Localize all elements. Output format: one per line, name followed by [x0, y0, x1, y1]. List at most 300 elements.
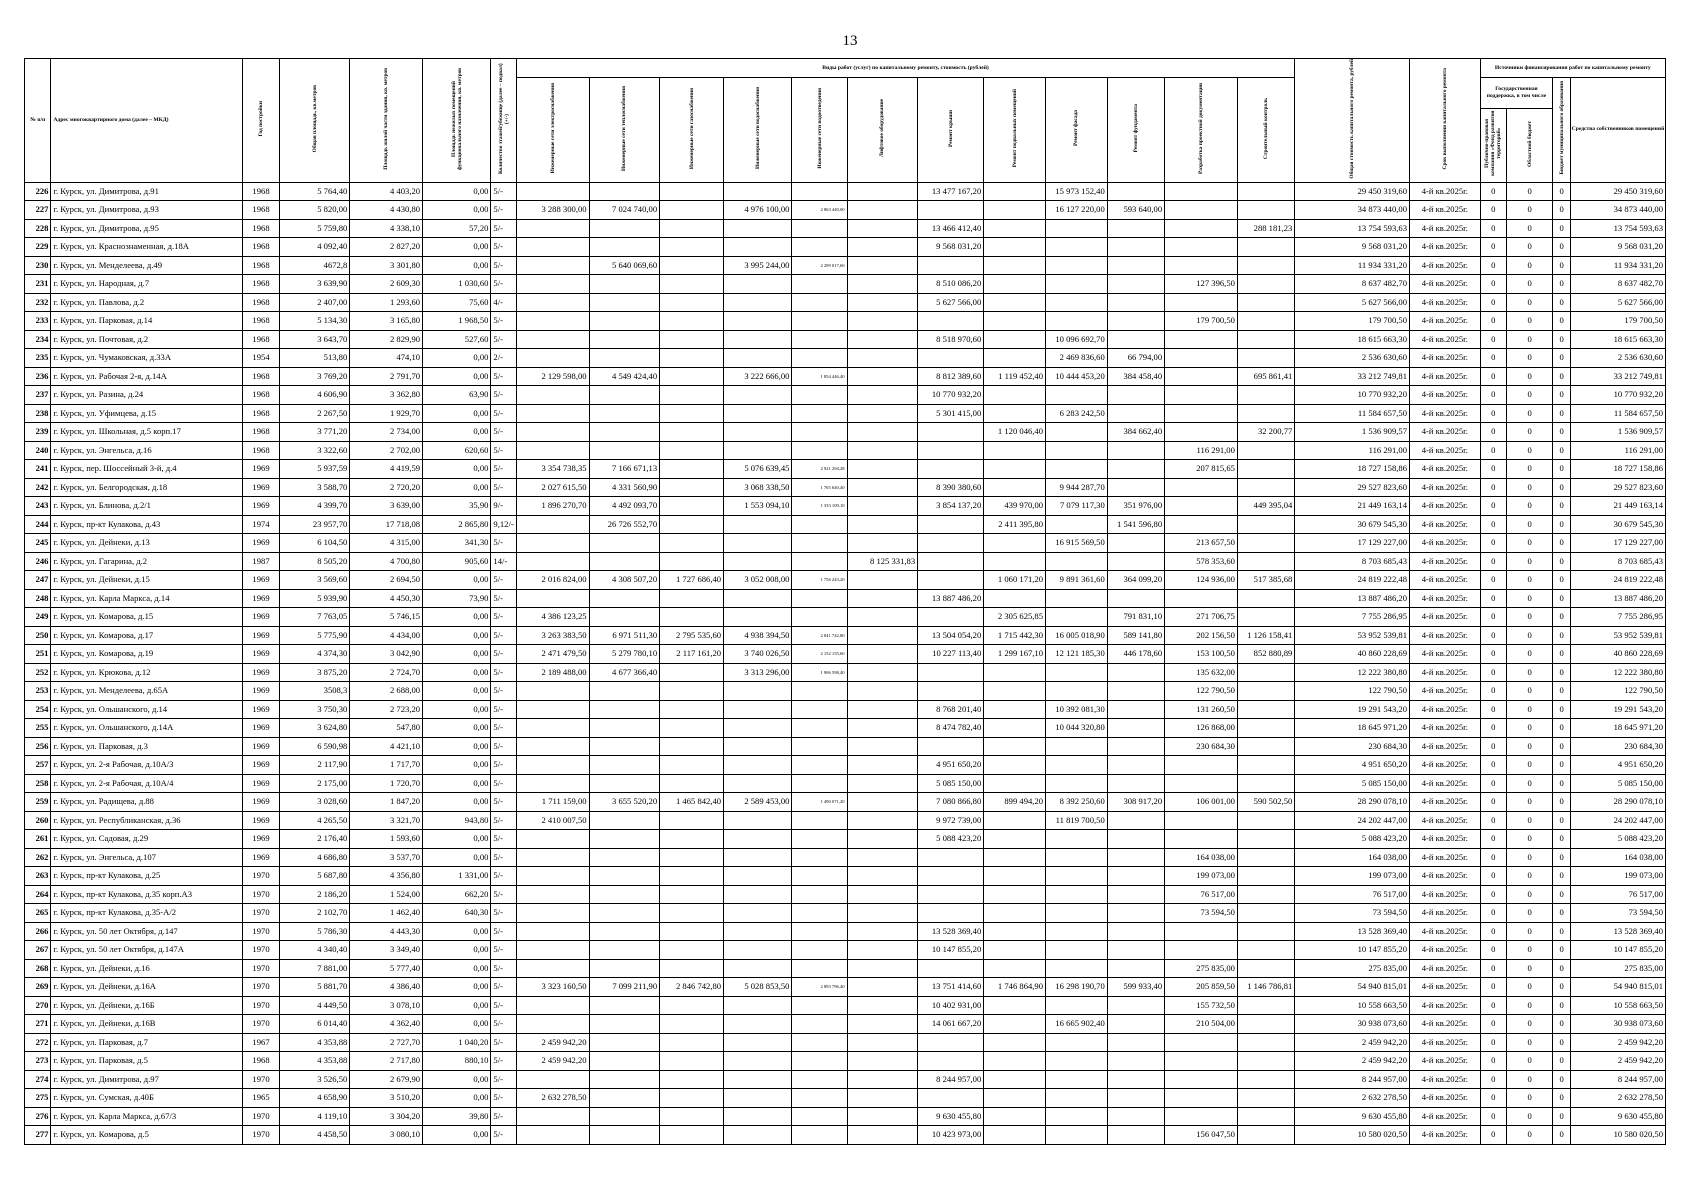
roof-cost-cell [918, 1089, 984, 1108]
term-cell: 4-й кв.2025г. [1410, 793, 1481, 812]
sewer-cost-cell [792, 904, 847, 923]
water-cost-cell [724, 423, 792, 442]
term-cell: 4-й кв.2025г. [1410, 1033, 1481, 1052]
heat-cost-cell [589, 941, 660, 960]
facade-cost-cell: 6 283 242,50 [1046, 404, 1108, 423]
total-area-cell: 2 102,70 [279, 904, 350, 923]
foundation-cost-cell [1107, 682, 1164, 701]
total-area-cell: 2 175,00 [279, 774, 350, 793]
year-cell: 1968 [243, 386, 279, 405]
row-number: 276 [25, 1107, 51, 1126]
gas-cost-cell [660, 756, 724, 775]
living-area-cell: 1 462,40 [350, 904, 423, 923]
owners-funds-cell: 28 290 078,10 [1570, 793, 1665, 812]
gas-cost-cell [660, 1126, 724, 1145]
address-cell: г. Курск, ул. Краснознаменная, д.18А [51, 238, 243, 257]
design-cost-cell: 205 859,50 [1165, 978, 1238, 997]
floors-cell: 5/- [491, 256, 516, 275]
fund-cell: 0 [1480, 515, 1506, 534]
water-cost-cell [724, 1126, 792, 1145]
heat-cost-cell [589, 589, 660, 608]
gas-cost-cell [660, 1107, 724, 1126]
control-cost-cell [1237, 552, 1294, 571]
basement-cost-cell [984, 941, 1046, 960]
table-row [25, 1089, 1666, 1108]
address-cell: г. Курск, ул. Комарова, д.5 [51, 1126, 243, 1145]
table-row [25, 441, 1666, 460]
table-row [25, 1052, 1666, 1071]
municipal-budget-cell: 0 [1553, 349, 1571, 368]
control-cost-cell [1237, 719, 1294, 738]
address-cell: г. Курск, ул. Парковая, д.7 [51, 1033, 243, 1052]
total-area-cell: 4 340,40 [279, 941, 350, 960]
owners-funds-cell: 9 568 031,20 [1570, 238, 1665, 257]
year-cell: 1987 [243, 552, 279, 571]
address-cell: г. Курск, ул. Почтовая, д.2 [51, 330, 243, 349]
design-cost-cell [1165, 774, 1238, 793]
floors-cell: 5/- [491, 367, 516, 386]
address-cell: г. Курск, ул. Крюкова, д.12 [51, 663, 243, 682]
row-number: 265 [25, 904, 51, 923]
water-cost-cell [724, 589, 792, 608]
sewer-cost-cell [792, 941, 847, 960]
heat-cost-cell [589, 182, 660, 201]
row-number: 262 [25, 848, 51, 867]
living-area-cell: 3 165,80 [350, 312, 423, 331]
sewer-cost-cell [792, 867, 847, 886]
owners-funds-cell: 54 940 815,01 [1570, 978, 1665, 997]
regional-budget-cell: 0 [1507, 793, 1553, 812]
foundation-cost-cell: 1 541 596,80 [1107, 515, 1164, 534]
electric-cost-cell [516, 830, 589, 849]
facade-cost-cell [1046, 867, 1108, 886]
table-row [25, 608, 1666, 627]
facade-cost-cell [1046, 589, 1108, 608]
address-cell: г. Курск, ул. Рабочая 2-я, д.14А [51, 367, 243, 386]
total-cost-cell: 116 291,00 [1295, 441, 1410, 460]
total-cost-cell: 5 088 423,20 [1295, 830, 1410, 849]
address-cell: г. Курск, ул. 2-я Рабочая, д.10А/4 [51, 774, 243, 793]
sewer-cost-cell: 1 854 446,40 [792, 367, 847, 386]
term-cell: 4-й кв.2025г. [1410, 1070, 1481, 1089]
water-cost-cell: 5 076 639,45 [724, 460, 792, 479]
owners-funds-cell: 76 517,00 [1570, 885, 1665, 904]
regional-budget-cell: 0 [1507, 922, 1553, 941]
foundation-cost-cell [1107, 885, 1164, 904]
electric-cost-cell: 1 711 159,00 [516, 793, 589, 812]
address-cell: г. Курск, ул. Димитрова, д.93 [51, 201, 243, 220]
municipal-budget-cell: 0 [1553, 793, 1571, 812]
water-cost-cell [724, 959, 792, 978]
fund-cell: 0 [1480, 534, 1506, 553]
term-cell: 4-й кв.2025г. [1410, 534, 1481, 553]
row-number: 238 [25, 404, 51, 423]
total-area-cell: 2 186,20 [279, 885, 350, 904]
year-cell: 1969 [243, 700, 279, 719]
row-number: 254 [25, 700, 51, 719]
table-row [25, 534, 1666, 553]
roof-cost-cell: 9 630 455,80 [918, 1107, 984, 1126]
roof-cost-cell: 10 423 973,00 [918, 1126, 984, 1145]
municipal-budget-cell: 0 [1553, 756, 1571, 775]
term-cell: 4-й кв.2025г. [1410, 1089, 1481, 1108]
term-cell: 4-й кв.2025г. [1410, 959, 1481, 978]
gas-cost-cell [660, 367, 724, 386]
fund-cell: 0 [1480, 1015, 1506, 1034]
total-area-cell: 4672,8 [279, 256, 350, 275]
row-number: 242 [25, 478, 51, 497]
water-cost-cell [724, 774, 792, 793]
nonres-area-cell: 0,00 [423, 978, 491, 997]
control-cost-cell [1237, 1015, 1294, 1034]
living-area-cell: 2 791,70 [350, 367, 423, 386]
water-cost-cell [724, 1107, 792, 1126]
municipal-budget-cell: 0 [1553, 885, 1571, 904]
term-cell: 4-й кв.2025г. [1410, 719, 1481, 738]
living-area-cell: 3 304,20 [350, 1107, 423, 1126]
regional-budget-cell: 0 [1507, 626, 1553, 645]
heat-cost-cell [589, 1070, 660, 1089]
total-area-cell: 3 322,60 [279, 441, 350, 460]
address-cell: г. Курск, ул. Димитрова, д.97 [51, 1070, 243, 1089]
term-cell: 4-й кв.2025г. [1410, 904, 1481, 923]
design-cost-cell: 127 396,50 [1165, 275, 1238, 294]
design-cost-cell: 155 732,50 [1165, 996, 1238, 1015]
total-area-cell: 4 606,90 [279, 386, 350, 405]
roof-cost-cell: 10 402 931,00 [918, 996, 984, 1015]
heat-cost-cell [589, 608, 660, 627]
nonres-area-cell: 880,10 [423, 1052, 491, 1071]
control-cost-cell [1237, 238, 1294, 257]
water-cost-cell [724, 1015, 792, 1034]
year-cell: 1968 [243, 441, 279, 460]
facade-cost-cell [1046, 423, 1108, 442]
nonres-area-cell: 1 968,50 [423, 312, 491, 331]
living-area-cell: 3 042,90 [350, 645, 423, 664]
nonres-area-cell: 0,00 [423, 608, 491, 627]
table-row [25, 830, 1666, 849]
facade-cost-cell [1046, 922, 1108, 941]
foundation-cost-cell [1107, 959, 1164, 978]
heat-cost-cell [589, 848, 660, 867]
living-area-cell: 2 702,00 [350, 441, 423, 460]
row-number: 256 [25, 737, 51, 756]
sewer-cost-cell: 1 333 109,10 [792, 497, 847, 516]
row-number: 244 [25, 515, 51, 534]
nonres-area-cell: 943,80 [423, 811, 491, 830]
fund-cell: 0 [1480, 386, 1506, 405]
owners-funds-cell: 275 835,00 [1570, 959, 1665, 978]
address-cell: г. Курск, ул. Ольшанского, д.14А [51, 719, 243, 738]
electric-cost-cell [516, 256, 589, 275]
total-cost-cell: 21 449 163,14 [1295, 497, 1410, 516]
term-cell: 4-й кв.2025г. [1410, 885, 1481, 904]
basement-cost-cell [984, 867, 1046, 886]
roof-cost-cell [918, 904, 984, 923]
year-cell: 1969 [243, 589, 279, 608]
municipal-budget-cell: 0 [1553, 534, 1571, 553]
row-number: 246 [25, 552, 51, 571]
gas-cost-cell [660, 497, 724, 516]
floors-cell: 5/- [491, 219, 516, 238]
municipal-budget-cell: 0 [1553, 1052, 1571, 1071]
total-cost-cell: 24 819 222,48 [1295, 571, 1410, 590]
regional-budget-cell: 0 [1507, 1015, 1553, 1034]
control-cost-cell [1237, 515, 1294, 534]
foundation-cost-cell [1107, 386, 1164, 405]
lift-cost-cell [847, 737, 918, 756]
electric-cost-cell: 2 189 488,00 [516, 663, 589, 682]
living-area-cell: 2 724,70 [350, 663, 423, 682]
facade-cost-cell [1046, 441, 1108, 460]
total-area-cell: 5 937,59 [279, 460, 350, 479]
sewer-cost-cell [792, 959, 847, 978]
fund-cell: 0 [1480, 367, 1506, 386]
gas-cost-cell [660, 534, 724, 553]
municipal-budget-cell: 0 [1553, 552, 1571, 571]
header-nonres-area: Площадь нежилых помещений функционального назначения, кв. метров [423, 59, 491, 183]
owners-funds-cell: 5 627 566,00 [1570, 293, 1665, 312]
basement-cost-cell [984, 330, 1046, 349]
year-cell: 1967 [243, 1033, 279, 1052]
sewer-cost-cell [792, 275, 847, 294]
lift-cost-cell [847, 959, 918, 978]
floors-cell: 5/- [491, 460, 516, 479]
owners-funds-cell: 2 632 278,50 [1570, 1089, 1665, 1108]
total-cost-cell: 18 645 971,20 [1295, 719, 1410, 738]
lift-cost-cell [847, 608, 918, 627]
electric-cost-cell [516, 885, 589, 904]
control-cost-cell: 449 395,04 [1237, 497, 1294, 516]
facade-cost-cell: 15 973 152,40 [1046, 182, 1108, 201]
term-cell: 4-й кв.2025г. [1410, 367, 1481, 386]
year-cell: 1969 [243, 497, 279, 516]
total-cost-cell: 275 835,00 [1295, 959, 1410, 978]
owners-funds-cell: 8 244 957,00 [1570, 1070, 1665, 1089]
sewer-cost-cell: 2 841 742,80 [792, 626, 847, 645]
water-cost-cell [724, 830, 792, 849]
row-number: 236 [25, 367, 51, 386]
owners-funds-cell: 122 790,50 [1570, 682, 1665, 701]
header-design: Разработка проектной документации [1165, 77, 1238, 182]
row-number: 228 [25, 219, 51, 238]
heat-cost-cell [589, 441, 660, 460]
total-area-cell: 3508,3 [279, 682, 350, 701]
foundation-cost-cell [1107, 1052, 1164, 1071]
roof-cost-cell: 13 466 412,40 [918, 219, 984, 238]
table-row [25, 867, 1666, 886]
total-cost-cell: 179 700,50 [1295, 312, 1410, 331]
water-cost-cell [724, 682, 792, 701]
water-cost-cell [724, 293, 792, 312]
facade-cost-cell: 16 127 220,00 [1046, 201, 1108, 220]
year-cell: 1970 [243, 867, 279, 886]
foundation-cost-cell [1107, 867, 1164, 886]
lift-cost-cell [847, 182, 918, 201]
gas-cost-cell [660, 182, 724, 201]
gas-cost-cell [660, 922, 724, 941]
row-number: 267 [25, 941, 51, 960]
term-cell: 4-й кв.2025г. [1410, 663, 1481, 682]
control-cost-cell [1237, 885, 1294, 904]
gas-cost-cell [660, 293, 724, 312]
living-area-cell: 4 421,10 [350, 737, 423, 756]
floors-cell: 5/- [491, 534, 516, 553]
floors-cell: 5/- [491, 1015, 516, 1034]
foundation-cost-cell: 308 917,20 [1107, 793, 1164, 812]
floors-cell: 5/- [491, 885, 516, 904]
roof-cost-cell: 9 568 031,20 [918, 238, 984, 257]
electric-cost-cell [516, 737, 589, 756]
owners-funds-cell: 53 952 539,81 [1570, 626, 1665, 645]
sewer-cost-cell [792, 182, 847, 201]
address-cell: г. Курск, пр-кт Кулакова, д.43 [51, 515, 243, 534]
design-cost-cell [1165, 386, 1238, 405]
sewer-cost-cell [792, 330, 847, 349]
design-cost-cell [1165, 941, 1238, 960]
gas-cost-cell: 2 117 161,20 [660, 645, 724, 664]
municipal-budget-cell: 0 [1553, 1070, 1571, 1089]
lift-cost-cell [847, 478, 918, 497]
total-cost-cell: 28 290 078,10 [1295, 793, 1410, 812]
total-cost-cell: 10 580 020,50 [1295, 1126, 1410, 1145]
living-area-cell: 547,80 [350, 719, 423, 738]
floors-cell: 9/- [491, 497, 516, 516]
total-cost-cell: 10 558 663,50 [1295, 996, 1410, 1015]
electric-cost-cell [516, 589, 589, 608]
owners-funds-cell: 13 528 369,40 [1570, 922, 1665, 941]
gas-cost-cell [660, 1015, 724, 1034]
nonres-area-cell: 640,30 [423, 904, 491, 923]
facade-cost-cell [1046, 312, 1108, 331]
nonres-area-cell: 0,00 [423, 719, 491, 738]
year-cell: 1954 [243, 349, 279, 368]
sewer-cost-cell: 1 490 071,20 [792, 793, 847, 812]
sewer-cost-cell [792, 682, 847, 701]
electric-cost-cell [516, 404, 589, 423]
owners-funds-cell: 10 770 932,20 [1570, 386, 1665, 405]
lift-cost-cell [847, 497, 918, 516]
water-cost-cell: 2 589 453,00 [724, 793, 792, 812]
nonres-area-cell: 0,00 [423, 1089, 491, 1108]
address-cell: г. Курск, ул. Парковая, д.14 [51, 312, 243, 331]
facade-cost-cell: 10 096 692,70 [1046, 330, 1108, 349]
table-row [25, 460, 1666, 479]
water-cost-cell [724, 312, 792, 331]
heat-cost-cell: 4 308 507,20 [589, 571, 660, 590]
fund-cell: 0 [1480, 996, 1506, 1015]
heat-cost-cell: 7 166 671,13 [589, 460, 660, 479]
regional-budget-cell: 0 [1507, 293, 1553, 312]
floors-cell: 5/- [491, 386, 516, 405]
water-cost-cell [724, 1089, 792, 1108]
water-cost-cell: 5 028 853,50 [724, 978, 792, 997]
total-area-cell: 3 624,80 [279, 719, 350, 738]
foundation-cost-cell [1107, 460, 1164, 479]
design-cost-cell: 135 632,00 [1165, 663, 1238, 682]
heat-cost-cell [589, 330, 660, 349]
owners-funds-cell: 5 088 423,20 [1570, 830, 1665, 849]
year-cell: 1970 [243, 978, 279, 997]
basement-cost-cell: 1 299 167,10 [984, 645, 1046, 664]
nonres-area-cell: 662,20 [423, 885, 491, 904]
nonres-area-cell: 0,00 [423, 922, 491, 941]
total-area-cell: 5 759,80 [279, 219, 350, 238]
living-area-cell: 4 450,30 [350, 589, 423, 608]
foundation-cost-cell: 599 933,40 [1107, 978, 1164, 997]
table-row [25, 959, 1666, 978]
foundation-cost-cell [1107, 293, 1164, 312]
living-area-cell: 1 929,70 [350, 404, 423, 423]
gas-cost-cell [660, 256, 724, 275]
heat-cost-cell [589, 719, 660, 738]
roof-cost-cell [918, 571, 984, 590]
electric-cost-cell [516, 275, 589, 294]
sewer-cost-cell: 2 893 796,40 [792, 978, 847, 997]
control-cost-cell: 1 126 158,41 [1237, 626, 1294, 645]
basement-cost-cell [984, 959, 1046, 978]
table-row [25, 515, 1666, 534]
gas-cost-cell [660, 774, 724, 793]
owners-funds-cell: 24 819 222,48 [1570, 571, 1665, 590]
fund-cell: 0 [1480, 756, 1506, 775]
gas-cost-cell [660, 663, 724, 682]
gas-cost-cell: 2 846 742,80 [660, 978, 724, 997]
regional-budget-cell: 0 [1507, 423, 1553, 442]
total-area-cell: 2 117,90 [279, 756, 350, 775]
row-number: 231 [25, 275, 51, 294]
sewer-cost-cell [792, 312, 847, 331]
roof-cost-cell [918, 848, 984, 867]
electric-cost-cell [516, 182, 589, 201]
year-cell: 1968 [243, 293, 279, 312]
row-number: 258 [25, 774, 51, 793]
fund-cell: 0 [1480, 959, 1506, 978]
fund-cell: 0 [1480, 941, 1506, 960]
basement-cost-cell [984, 201, 1046, 220]
lift-cost-cell [847, 663, 918, 682]
electric-cost-cell [516, 996, 589, 1015]
address-cell: г. Курск, ул. Димитрова, д.91 [51, 182, 243, 201]
table-row [25, 219, 1666, 238]
municipal-budget-cell: 0 [1553, 867, 1571, 886]
foundation-cost-cell [1107, 330, 1164, 349]
control-cost-cell [1237, 941, 1294, 960]
heat-cost-cell: 7 099 211,90 [589, 978, 660, 997]
water-cost-cell [724, 349, 792, 368]
table-row [25, 386, 1666, 405]
term-cell: 4-й кв.2025г. [1410, 941, 1481, 960]
total-cost-cell: 11 584 657,50 [1295, 404, 1410, 423]
owners-funds-cell: 13 754 593,63 [1570, 219, 1665, 238]
year-cell: 1970 [243, 885, 279, 904]
foundation-cost-cell [1107, 238, 1164, 257]
living-area-cell: 4 430,80 [350, 201, 423, 220]
basement-cost-cell: 899 494,20 [984, 793, 1046, 812]
design-cost-cell [1165, 589, 1238, 608]
municipal-budget-cell: 0 [1553, 811, 1571, 830]
header-heat: Инженерные сети теплоснабжения [589, 77, 660, 182]
sewer-cost-cell [792, 922, 847, 941]
regional-budget-cell: 0 [1507, 719, 1553, 738]
year-cell: 1970 [243, 941, 279, 960]
nonres-area-cell: 63,90 [423, 386, 491, 405]
facade-cost-cell [1046, 275, 1108, 294]
basement-cost-cell [984, 682, 1046, 701]
gas-cost-cell [660, 737, 724, 756]
roof-cost-cell: 8 518 970,60 [918, 330, 984, 349]
floors-cell: 5/- [491, 626, 516, 645]
